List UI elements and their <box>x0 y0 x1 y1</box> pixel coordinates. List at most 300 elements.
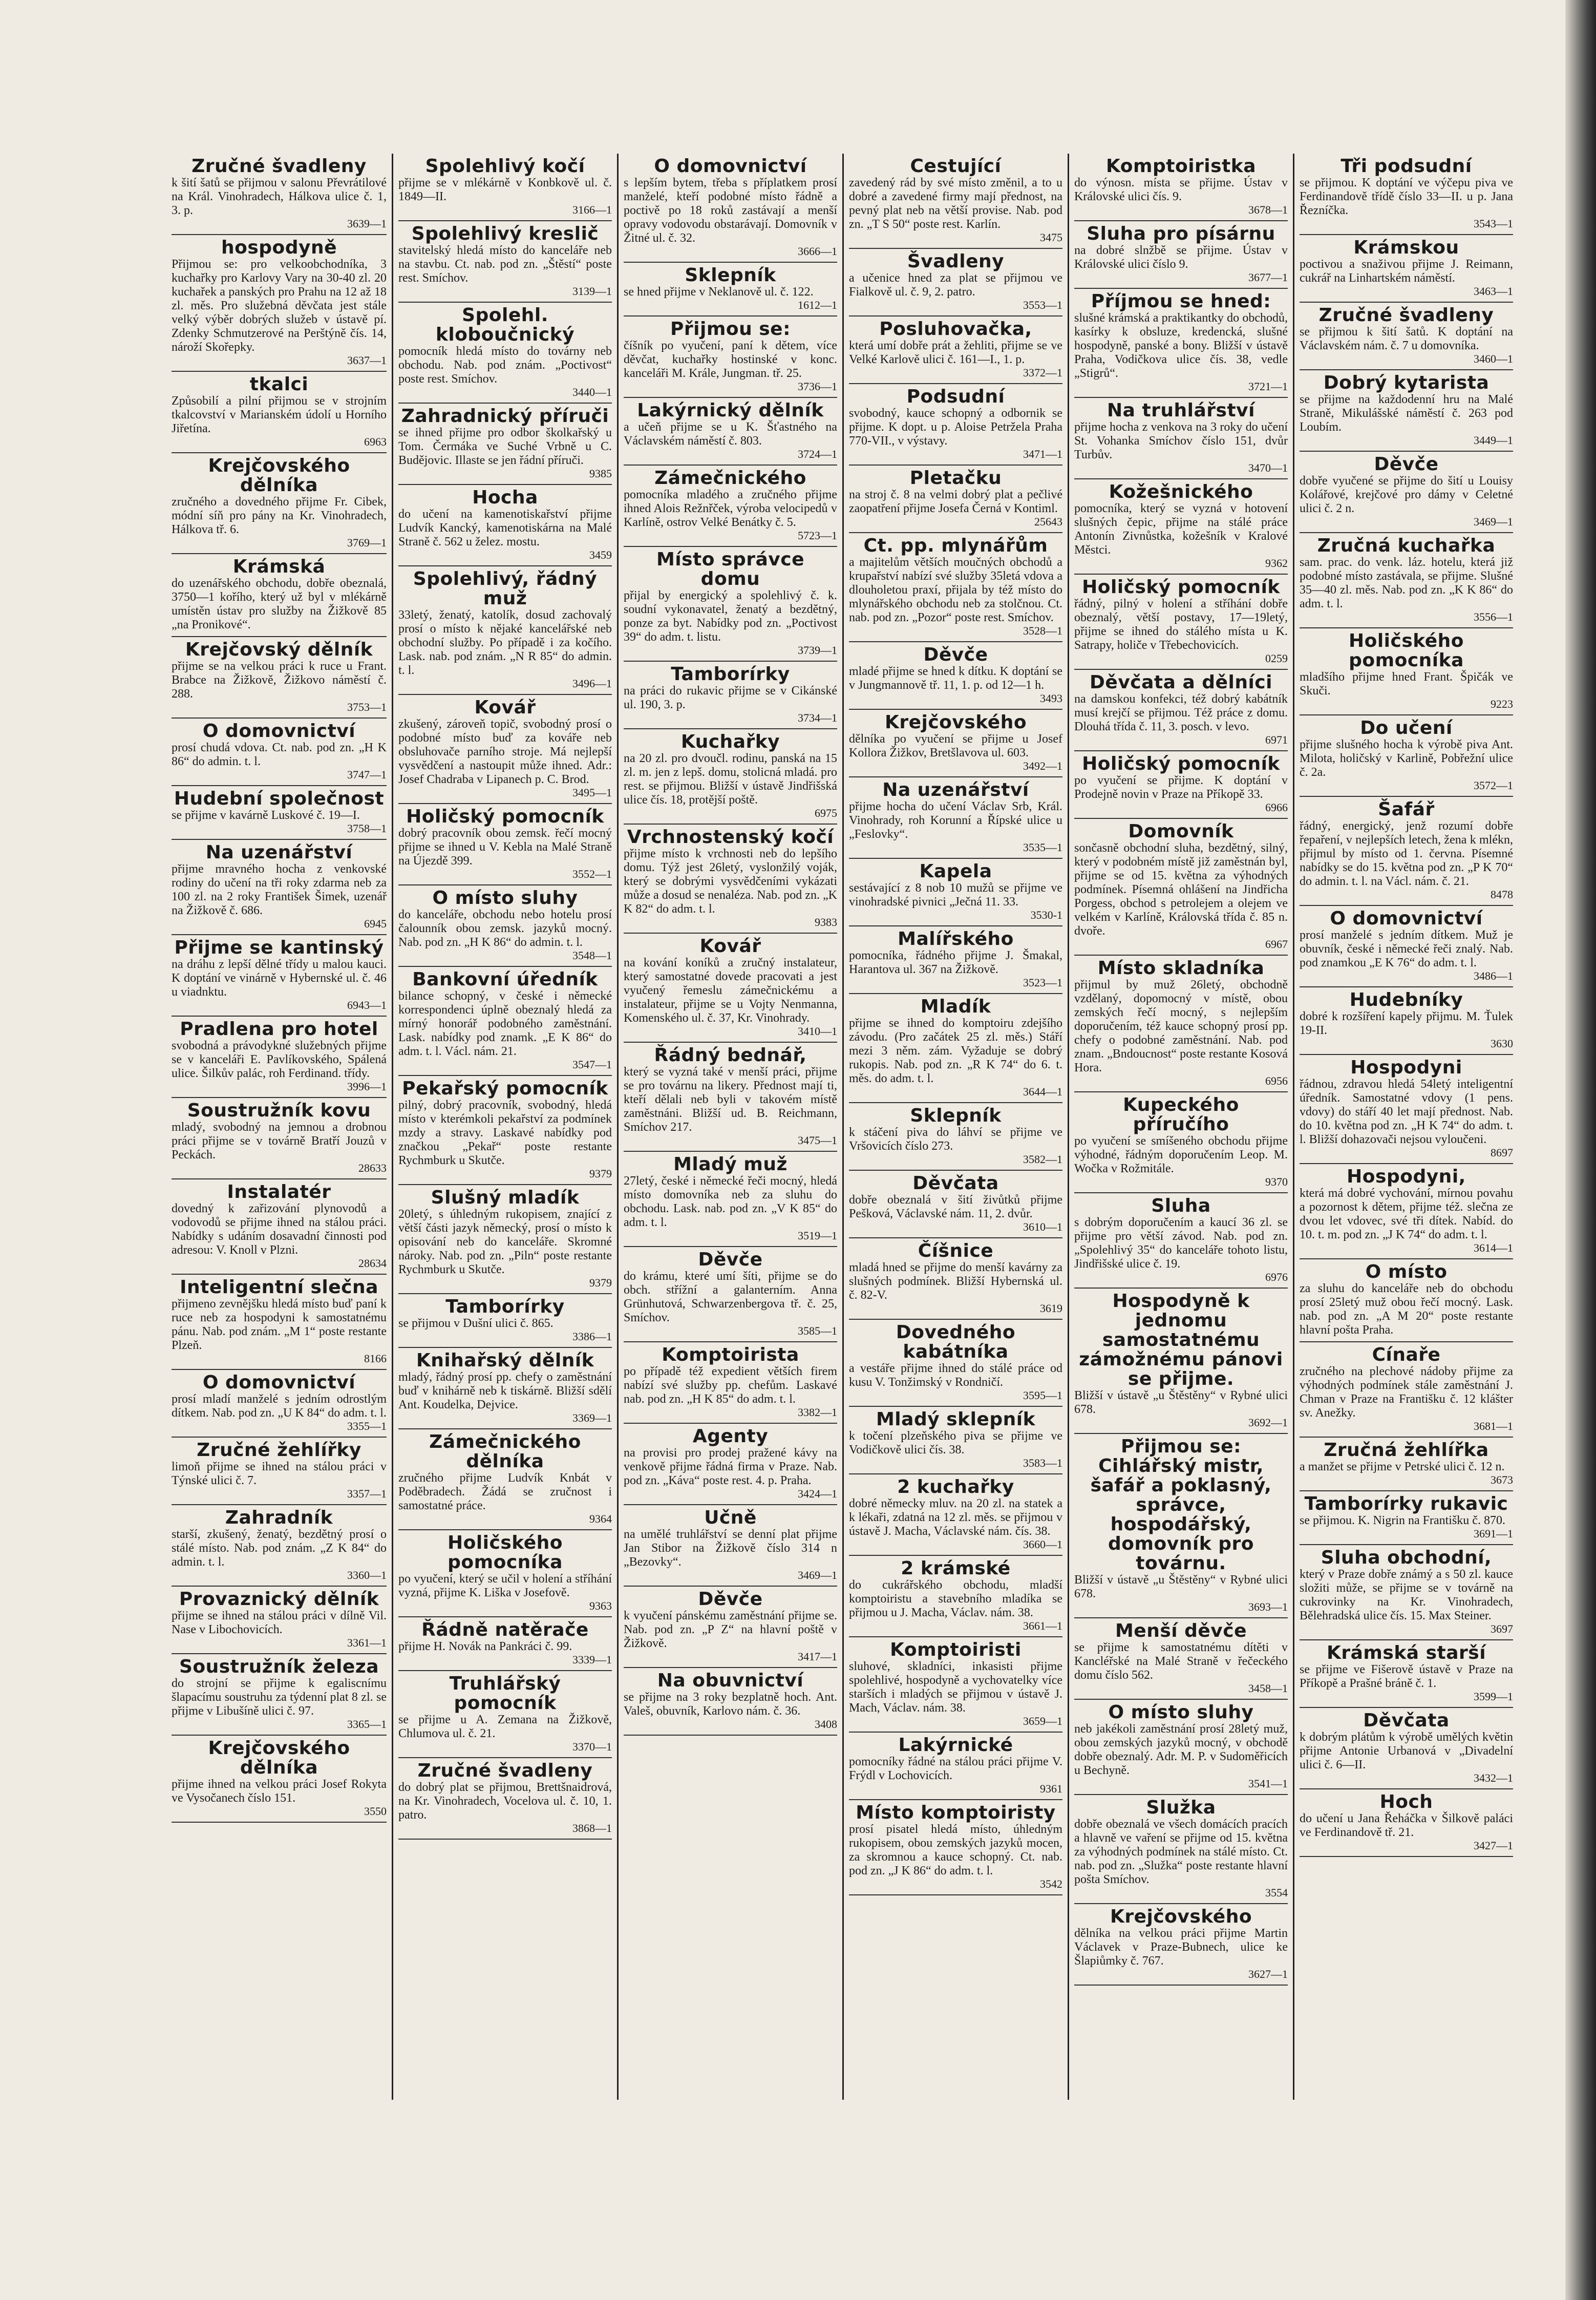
ad-heading: Kupeckého příručího <box>1123 1094 1239 1135</box>
ad-column <box>1293 154 1518 2100</box>
ad-text: a manžet se přijme v Petrské ulici č. 12 n. <box>1300 1460 1505 1473</box>
ad-text: se přijmou. K doptání ve výčepu piva ve Ferdinandově třídě číslo 33—II. u p. Jana Řezníčka. <box>1300 176 1513 217</box>
ad-heading: Krejčovského <box>1110 1906 1252 1927</box>
ad-text: pomocník hledá místo do továrny neb obchodu. Nab. pod znám. „Poctivost“ poste rest. Smíchov. <box>398 345 612 386</box>
classified-ad <box>1300 1789 1513 1857</box>
ad-reference-number: 3681—1 <box>1474 1420 1513 1432</box>
classified-ad <box>849 249 1062 316</box>
ad-heading: Číšnice <box>918 1240 994 1261</box>
ad-text: přijme se ihned na stálou práci v dílně Vil. Nase v Libochovicích. <box>172 1609 387 1636</box>
ad-text: s dobrým doporučením a kaucí 36 zl. se přijme pro větší závod. Nab. pod zn. „Spolehlivý 35“ do kanceláře tohoto listu, Jindřišské ulice č. 19. <box>1074 1216 1288 1271</box>
ad-heading: Tři podsudní <box>1340 156 1472 177</box>
ad-reference-number: 3595—1 <box>1023 1389 1062 1402</box>
ad-reference-number: 3639—1 <box>347 217 387 230</box>
ad-heading: Soustružník železa <box>179 1656 379 1677</box>
classified-ad <box>849 1407 1062 1474</box>
ad-text: 27letý, české i německé řeči mocný, hledá místo domovníka neb za sluhu do obchodu. Lask. nab. pod zn. „V K 85“ do adm. t. l. <box>624 1174 837 1229</box>
classified-ad <box>1300 370 1513 452</box>
classified-ad <box>1300 1259 1513 1342</box>
ad-reference-number: 3660—1 <box>1023 1538 1062 1551</box>
ad-text: se ihned přijme pro odbor školkařský u Tom. Čermáka ve Suché Vrbně u C. Budějovic. Illaste se jen řádní příruči. <box>398 426 612 467</box>
ad-text: do krámu, které umí šíti, přijme se do obch. střížní a galanterním. Anna Grünhutová, Schwarzenbergova tř. č. 25, Smíchov. <box>624 1270 837 1324</box>
ad-heading: Děvče <box>698 1589 763 1610</box>
ad-reference-number: 3996—1 <box>347 1080 387 1093</box>
ad-reference-number: 3523—1 <box>1023 976 1062 989</box>
ad-reference-number: 9370 <box>1265 1175 1288 1188</box>
ad-reference-number: 9379 <box>589 1276 612 1289</box>
ad-text: a vestáře přijme ihned do stálé práce od kusu V. Tonžimský v Rondničí. <box>849 1362 1062 1389</box>
ad-text: prosí chudá vdova. Ct. nab. pod zn. „H K 86“ do admin. t. l. <box>172 741 387 768</box>
ad-text: dělníka na velkou práci přijme Martin Václavek v Praze-Bubnech, ulice ke Šlapiůmky č. 767. <box>1074 1927 1288 1968</box>
classified-ad <box>172 1587 387 1654</box>
ad-text: se hned přijme v Neklanově ul. č. 122. <box>624 285 814 299</box>
classified-ad <box>172 372 387 453</box>
classified-ad <box>172 637 387 719</box>
ad-reference-number: 3166—1 <box>572 203 612 216</box>
ad-reference-number: 25643 <box>1034 515 1062 528</box>
ad-reference-number: 3493 <box>1040 692 1062 705</box>
ad-text: přijme se ihned do komptoiru zdejšího závodu. (Pro začátek 25 zl. měs.) Stáří mezi 3 něm. zám. Vyžaduje se dobrý rukopis. Nab. pod zn. „R K 74“ do 6. t. měs. do adm. t. l. <box>849 1017 1062 1085</box>
classified-ad <box>624 263 837 316</box>
ad-reference-number: 8478 <box>1491 888 1513 901</box>
ad-text: 20letý, s úhledným rukopisem, znající z větší části jazyk německý, prosí o místo k opisování neb do kanceláře. Skromné nároky. Nab. pod zn. „Piln“ poste restante Rychmburk u Skutče. <box>398 1208 612 1276</box>
ad-heading: Děvče <box>1374 454 1439 475</box>
ad-text: k vyučení pánskému zaměstnání přijme se. Nab. pod zn. „P Z“ na hlavní poště v Žižkově. <box>624 1609 837 1650</box>
ad-reference-number: 3470—1 <box>1248 461 1288 474</box>
ad-reference-number: 3475—1 <box>798 1134 837 1147</box>
ad-text: dobrý pracovník obou zemsk. řečí mocný přijme se ihned u V. Kebla na Malé Straně na Újezdě 399. <box>398 827 612 868</box>
classified-ad <box>398 485 612 566</box>
ad-heading: Tamborírky rukavic <box>1304 1493 1508 1514</box>
classified-ad <box>398 154 612 221</box>
ad-heading: Domovník <box>1128 821 1234 842</box>
ad-text: prosí manželé s jedním dítkem. Muž je obuvník, české i německé řeči znalý. Nab. pod znamkou „E K 76“ do adm. t. l. <box>1300 929 1513 969</box>
ad-heading: Pletačku <box>909 468 1002 489</box>
ad-heading: Mladý sklepník <box>876 1409 1036 1430</box>
classified-ad <box>172 1370 387 1438</box>
ad-heading: Holičského pomocníka <box>447 1532 563 1573</box>
ad-reference-number: 3619 <box>1040 1302 1062 1315</box>
ad-heading: Sluha <box>1151 1195 1211 1216</box>
ad-reference-number: 3550 <box>364 1805 387 1818</box>
ad-heading: Šafář <box>1378 799 1435 820</box>
ad-text: který v Praze dobře známý a s 50 zl. kauce složiti může, se přijme se v továrně na cukrovinky na Kr. Vinohradech, Bělehradská ulice čís. 15. Max Steiner. <box>1300 1568 1513 1622</box>
ad-heading: Hudební společnost <box>174 788 385 809</box>
ad-reference-number: 3357—1 <box>347 1487 387 1500</box>
ad-text: svobodná a právodykné služebných přijme se v kanceláři E. Pavlíkovského, Spálená ulice. Šilkův palác, roh Ferdinand. třídy. <box>172 1039 387 1080</box>
classified-ad <box>1074 221 1288 289</box>
ad-reference-number: 3739—1 <box>798 644 837 657</box>
ad-text: dobře vyučené se přijme do šití u Louisy Kolářové, krejčové pro dámy v Celetné ulici č. 2 n. <box>1300 474 1513 515</box>
ad-text: s lepším bytem, třeba s příplatkem prosí manželé, kteří podobné místo řádně a poctivě po 18 roků zastávají a menší opravy vodovodu obstarávají. Domovník v Žitné ul. č. 32. <box>624 176 837 245</box>
classified-ad <box>849 384 1062 466</box>
ad-reference-number: 3386—1 <box>572 1330 612 1343</box>
ad-reference-number: 6975 <box>815 807 837 819</box>
ad-text: zručného a dovedného přijme Fr. Cibek, módní síň pro pány na Kr. Vinohradech, Hálkova tř. 6. <box>172 495 387 536</box>
classified-ad <box>172 1098 387 1179</box>
ad-text: do učení na kamenotiskařství přijme Ludvík Kancký, kamenotiskárna na Malé Straně č. 562 u želez. mostu. <box>398 508 612 548</box>
ad-reference-number: 3530-1 <box>1030 909 1062 921</box>
ad-reference-number: 6943—1 <box>347 999 387 1011</box>
ad-reference-number: 3734—1 <box>798 711 837 724</box>
ad-heading: Komptoirista <box>662 1344 799 1365</box>
classified-ad <box>849 316 1062 384</box>
classified-ad <box>1074 1434 1288 1618</box>
ad-heading: Cestující <box>910 156 1002 177</box>
ad-reference-number: 9361 <box>1040 1782 1062 1795</box>
ad-reference-number: 9379 <box>589 1167 612 1180</box>
ad-reference-number: 9223 <box>1491 698 1513 710</box>
ad-heading: Pekařský pomocník <box>402 1078 608 1099</box>
classified-ad <box>398 1429 612 1530</box>
classified-ad <box>172 1736 387 1823</box>
ad-reference-number: 9385 <box>589 467 612 480</box>
classified-ad <box>1074 154 1288 221</box>
ad-text: bilance schopný, v české i německé korrespondenci úplně obeznalý hledá za mírný honorář podobného zaměstnání. Lask. nabídky pod znamk. „E K 86“ do adm. t. l. Václ. nám. 21. <box>398 989 612 1058</box>
ad-text: k točení plzeňského piva se přijme ve Vodičkově ulici čís. 38. <box>849 1429 1062 1457</box>
ad-heading: Hoch <box>1379 1791 1433 1812</box>
classified-ad <box>1300 1342 1513 1438</box>
ad-reference-number: 3495—1 <box>572 786 612 799</box>
classified-ad <box>849 1556 1062 1637</box>
ad-heading: Tamborírky <box>445 1296 565 1317</box>
classified-ad <box>1300 235 1513 303</box>
ad-heading: Knihařský dělník <box>416 1350 594 1371</box>
classified-ad <box>1300 906 1513 987</box>
ad-reference-number: 3459 <box>589 548 612 561</box>
ad-reference-number: 3410—1 <box>798 1025 837 1038</box>
ad-heading: Lakýrnický dělník <box>637 400 824 421</box>
classified-ad <box>1074 1193 1288 1289</box>
ad-text: přijme se na velkou práci k ruce u Frant. Brabce na Žižkově, Žižkovo náměstí č. 288. <box>172 660 387 701</box>
ad-heading: Truhlářský pomocník <box>449 1673 561 1714</box>
classified-ad <box>398 1617 612 1671</box>
ad-reference-number: 3460—1 <box>1474 352 1513 365</box>
classified-ad <box>1300 1545 1513 1640</box>
ad-text: mladé přijme se hned k dítku. K doptání se v Jungmannově tř. 11, 1. p. od 12—1 h. <box>849 665 1062 692</box>
ad-text: po vyučení se smíšeného obchodu přijme výhodné, řádným doporučením Leop. M. Wočka v Rožmitále. <box>1074 1134 1288 1175</box>
ad-text: sluhové, skladníci, inkasisti přijme spolehlivé, hospodyně a vychovatelky více starších i mladých se přijmou v ústavě J. Mach, Václav. nám. 38. <box>849 1660 1062 1715</box>
ad-text: přijmeno zevnějšku hledá místo buď paní k ruce neb za hospodyni k samostatnému pánu. Nab. pod znám. „M 1“ poste restante Plzeň. <box>172 1297 387 1352</box>
classified-ad <box>849 1103 1062 1171</box>
ad-heading: Přijmou se: Cihlářský mistr, šafář a poklasný, správce, hospodářský, domovník pro továrnu. <box>1090 1436 1272 1574</box>
ad-text: zavedený rád by své místo změnil, a to u dobré a zavedené firmy mají přednost, na pevný plat neb na větší provise. Nab. pod zn. „T S 50“ poste rest. Karlín. <box>849 176 1062 231</box>
ad-text: zkušený, zároveň topič, svobodný prosí o podobné místo buď za kováře neb obsluhovače parního stroje. Má nejlepší vysvědčení a nastoupit může ihned. Adr.: Josef Chadraba v Lipanech p. C. Brod. <box>398 718 612 786</box>
ad-reference-number: 3139—1 <box>572 285 612 298</box>
ad-reference-number: 3370—1 <box>572 1740 612 1753</box>
ad-heading: O místo sluhy <box>432 888 578 909</box>
ad-text: dobře obeznalá ve všech domácích pracích a hlavně ve vaření se přijme od 15. května za výhodných podmínek na stálé místo. Ct. nab. pod zn. „Služka“ poste restante hlavní pošta Smíchov. <box>1074 1818 1288 1886</box>
ad-text: se přijmou. K. Nigrin na Františku č. 870. <box>1300 1514 1505 1527</box>
ad-text: dovedný k zařizování plynovodů a vodovodů se přijme ihned na stálou práci. Nabídky s udáním dosavadní činnosti pod adresou: V. Knoll v Plzni. <box>172 1202 387 1257</box>
ad-heading: Agenty <box>692 1426 769 1447</box>
ad-heading: Instalatér <box>227 1181 331 1202</box>
ad-reference-number: 3697 <box>1491 1622 1513 1635</box>
ad-reference-number: 3659—1 <box>1023 1715 1062 1727</box>
classified-ad <box>849 154 1062 249</box>
ad-heading: Mladík <box>920 996 991 1017</box>
classified-ad <box>1074 956 1288 1092</box>
ad-heading: Soustružník kovu <box>187 1100 371 1121</box>
ad-reference-number: 9383 <box>815 916 837 929</box>
ad-text: po vyučení se přijme. K doptání v Prodejně novin v Praze na Příkopě 33. <box>1074 774 1288 801</box>
ad-reference-number: 3463—1 <box>1474 285 1513 298</box>
ad-heading: Lakýrnické <box>898 1735 1013 1756</box>
ad-reference-number: 3365—1 <box>347 1718 387 1731</box>
ad-text: se přijme k samostatnému dítěti v Kancléřské na Malé Straně v řečeckého domu číslo 562. <box>1074 1641 1288 1682</box>
ad-reference-number: 6963 <box>364 435 387 448</box>
ad-reference-number: 3627—1 <box>1248 1968 1288 1980</box>
ad-heading: Komptoiristka <box>1105 156 1257 177</box>
ad-heading: Krejčovského dělníka <box>208 455 350 496</box>
ad-text: mladšího přijme hned Frant. Špičák ve Skuči. <box>1300 670 1513 698</box>
ad-reference-number: 6956 <box>1265 1074 1288 1087</box>
ad-reference-number: 3554 <box>1265 1886 1288 1899</box>
classified-ad <box>172 935 387 1017</box>
ad-text: na kování koníků a zručný instalateur, který samostatné dovede pracovati a jest vyučený řemeslu zámečnickému a instalateur, přijme se u Vojty Nenmanna, Komenského ul. č. 37, Kr. Vinohrady. <box>624 956 837 1025</box>
ad-text: po vyučení, který se učil v holení a stříhání vyzná, přijme K. Liška v Josefově. <box>398 1572 612 1599</box>
ad-text: na umělé truhlářství se denní plat přijme Jan Stibor na Žižkově číslo 314 n „Bezovky“. <box>624 1528 837 1569</box>
ad-heading: Do učení <box>1360 718 1453 738</box>
ad-text: do cukrářského obchodu, mladší komptoiristu a stavebního mladíka se přijmou u J. Macha, Václav. nám. 38. <box>849 1578 1062 1619</box>
ad-reference-number: 3535—1 <box>1023 841 1062 854</box>
ad-heading: Spolehl. kloboučnický <box>435 305 575 345</box>
ad-text: Bližší v ústavě „u Štěstěny“ v Rybné ulici 678. <box>1074 1389 1288 1416</box>
classified-ad <box>398 566 612 695</box>
ad-heading: Hospodyně k jednomu samostatnému zámožnému pánovi se přijme. <box>1079 1291 1283 1389</box>
classified-ad <box>172 1438 387 1505</box>
ad-text: řádný, pilný v holení a stříhání dobře obeznalý, větší postavy, 17—19letý, přijme se ihned do stálého místa u K. Satrapy, holiče v Třebechovicích. <box>1074 597 1288 652</box>
classified-ad <box>398 221 612 303</box>
ad-heading: O domovnictví <box>654 156 807 177</box>
ad-heading: Cínaře <box>1372 1344 1441 1365</box>
ad-heading: Holičského pomocníka <box>1348 630 1464 671</box>
classified-ad <box>849 642 1062 710</box>
ad-text: pomocníka mladého a zručného přijme ihned Alois Režnřček, výroba velocipedů v Karlíně, ostrov Velké Benátky č. 5. <box>624 488 837 529</box>
classified-ad <box>1074 1904 1288 1986</box>
ad-text: do dobrý plat se přijmou, Brettšnaidrová, na Kr. Vinohradech, Vocelova ul. č. 10, 1. patro. <box>398 1781 612 1822</box>
ad-reference-number: 6967 <box>1265 938 1288 951</box>
ad-heading: O místo sluhy <box>1108 1702 1254 1723</box>
ad-text: dobře obeznalá v šití živůtků přijme Pešková, Václavské nám. 11, 2. dvůr. <box>849 1193 1062 1220</box>
ad-reference-number: 3678—1 <box>1248 203 1288 216</box>
ad-text: přijme mravného hocha z venkovské rodiny do učení na tři roky zdarma neb za 100 zl. na 2 roky František Šimek, uzenář na Žižkově č. 686. <box>172 862 387 917</box>
classified-ad <box>624 154 837 263</box>
ad-text: na provisi pro prodej pražené kávy na venkově přijme řádná firma v Praze. Nab. pod zn. „Káva“ poste rest. 4. p. Praha. <box>624 1446 837 1487</box>
ad-reference-number: 3769—1 <box>347 536 387 549</box>
ad-heading: Inteligentní slečna <box>180 1277 378 1298</box>
ad-reference-number: 3753—1 <box>347 701 387 713</box>
ad-reference-number: 3382—1 <box>798 1406 837 1419</box>
classified-ad <box>1074 1618 1288 1700</box>
ad-reference-number: 3736—1 <box>798 380 837 393</box>
ad-heading: O domovnictví <box>1330 908 1483 929</box>
ad-text: který se vyzná také v menší práci, přijme se pro továrnu na likery. Přednost mají ti, kteří dělali neb byli v takovém místě zaměstnáni. Bližší ud. B. Reichmann, Smíchov 217. <box>624 1065 837 1134</box>
ad-text: přijme slušného hocha k výrobě piva Ant. Milota, holičský v Karlině, Pobřežní ulice č. 2a. <box>1300 738 1513 779</box>
ad-reference-number: 3747—1 <box>347 768 387 781</box>
ad-heading: Dovedného kabátníka <box>896 1322 1016 1362</box>
classified-ad <box>398 1185 612 1294</box>
ad-heading: O domovnictví <box>202 721 356 742</box>
ad-heading: Menší děvče <box>1115 1620 1247 1641</box>
ad-text: přijme hocha do učení Václav Srb, Král. Vinohrady, roh Korunní a Řípské ulice u „Feslovky“. <box>849 800 1062 841</box>
ad-text: zručného na plechové nádoby přijme za výhodných podmínek stále zaměstnání J. Chman v Praze na Františku č. 12 klášter sv. Anežky. <box>1300 1365 1513 1420</box>
ad-text: po případě též expedient větších firem nabízí své služby pp. chefům. Laskavé nab. pod zn. „H K 85“ do adm. t. l. <box>624 1365 837 1406</box>
classified-ad <box>1074 670 1288 751</box>
ad-reference-number: 3582—1 <box>1023 1153 1062 1166</box>
ad-text: přijal by energický a spolehlivý č. k. soudní vykonavatel, ženatý a bezdětný, ponze za byt. Nabídky pod zn. „Poctivost 39“ do adm. t. listu. <box>624 589 837 644</box>
classified-ad <box>398 404 612 485</box>
classified-ad <box>398 1758 612 1840</box>
ad-heading: O domovnictví <box>202 1372 356 1393</box>
ad-reference-number: 9362 <box>1265 557 1288 569</box>
classified-ad <box>849 777 1062 859</box>
classified-ad <box>172 1275 387 1370</box>
ad-reference-number: 28634 <box>358 1257 387 1270</box>
ad-text: mladý, řádný prosí pp. chefy o zaměstnání buď v knihárně neb k tiskárně. Bližší sdělí Ant. Koudelka, Dejvice. <box>398 1370 612 1411</box>
classified-ad <box>1300 1708 1513 1789</box>
ad-reference-number: 3666—1 <box>798 245 837 258</box>
ad-heading: Sklepník <box>685 265 776 286</box>
classified-ad <box>1074 819 1288 956</box>
ad-reference-number: 3372—1 <box>1023 366 1062 379</box>
ad-heading: Krámskou <box>1353 237 1459 258</box>
ad-reference-number: 3585—1 <box>798 1324 837 1337</box>
ad-reference-number: 3492—1 <box>1023 759 1062 772</box>
ad-heading: Příjmou se hned: <box>1091 291 1271 312</box>
ad-reference-number: 3673 <box>1491 1473 1513 1486</box>
classified-ad <box>849 710 1062 777</box>
ad-text: zručného přijme Ludvík Knbát v Poděbradech. Žádá se zručnost i samostatné práce. <box>398 1471 612 1512</box>
ad-text: přijme H. Novák na Pankráci č. 99. <box>398 1640 572 1653</box>
ad-text: za sluhu do kanceláře neb do obchodu prosí 25letý muž obou řečí mocný. Lask. nab. pod zn. „A M 20“ poste restante hlavní pošta Praha. <box>1300 1282 1513 1337</box>
classified-ad <box>849 1800 1062 1895</box>
ad-text: a majitelům větších moučných obchodů a krupařství nabízí své služby 35letá vdova a dlouholetou praxí, přijala by též místo do mlynářského obchodu neb za stolčnou. Ct. nab. pod zn. „Pozor“ poste rest. Smíchov. <box>849 556 1062 624</box>
ad-text: na dobré slnžbě se přijme. Ústav v Královské ulici číslo 9. <box>1074 244 1288 271</box>
ad-heading: Krámská <box>232 556 326 577</box>
ad-reference-number: 6966 <box>1265 801 1288 814</box>
classified-ad <box>624 1247 837 1342</box>
ad-reference-number: 0259 <box>1265 652 1288 665</box>
classified-ad <box>172 554 387 637</box>
ad-heading: Přijme se kantinský <box>174 937 384 958</box>
ad-reference-number: 3496—1 <box>572 677 612 690</box>
ad-heading: Sluha pro písárnu <box>1087 223 1275 244</box>
ad-reference-number: 3519—1 <box>798 1229 837 1242</box>
ad-text: do učení u Jana Řeháčka v Šilkově paláci ve Ferdinandově tř. 21. <box>1300 1812 1513 1839</box>
ad-text: Bližší v ústavě „u Štěstěny“ v Rybné ulici 678. <box>1074 1573 1288 1600</box>
ad-heading: Zámečnického <box>654 468 806 489</box>
classified-ad <box>624 1152 837 1247</box>
ad-reference-number: 3758—1 <box>347 822 387 835</box>
classified-ad <box>172 1017 387 1098</box>
classified-ad <box>172 786 387 840</box>
ad-heading: Krámská starší <box>1326 1642 1486 1663</box>
classified-ad <box>624 547 837 662</box>
ad-text: k dobrým plátům k výrobě umělých květin přijme Antonie Urbanová v „Divadelní ulici č. 6—II. <box>1300 1731 1513 1771</box>
classified-ad <box>1074 1289 1288 1434</box>
ad-text: dobré k rozšíření kapely přijmu. M. Ťulek 19-II. <box>1300 1010 1513 1037</box>
classified-ad <box>1074 1700 1288 1795</box>
classified-ad <box>849 533 1062 642</box>
classified-ad <box>172 1179 387 1275</box>
ad-reference-number: 3644—1 <box>1023 1085 1062 1098</box>
ad-reference-number: 3548—1 <box>572 949 612 962</box>
classified-ad <box>1074 1092 1288 1193</box>
ad-text: do kanceláře, obchodu nebo hotelu prosí čalounník obou zemsk. jazyků mocný. Nab. pod zn. „H K 86“ do admin. t. l. <box>398 908 612 949</box>
ad-reference-number: 9364 <box>589 1512 612 1525</box>
ad-heading: Bankovní úředník <box>412 969 598 990</box>
ad-reference-number: 3361—1 <box>347 1636 387 1649</box>
page-edge-shadow <box>1565 0 1596 2300</box>
classified-ad <box>1074 1795 1288 1904</box>
ad-heading: Mladý muž <box>673 1154 788 1175</box>
ad-heading: hospodyně <box>221 237 337 258</box>
ad-text: 33letý, ženatý, katolík, dosud zachovalý prosí o místo k nějaké kancelářské neb obchodní služby. Po případě i za kočího. Lask. nab. pod znám. „N R 85“ do admin. t. l. <box>398 608 612 677</box>
ad-text: přijmul by muž 26letý, obchodně vzdělaný, dopomocný v místě, obou zemských řečí mocný, s nejlepším doporučením, též kauce schopný prosí pp. chefy o podobné zaměstnání. Nab. pod znam. „Bndoucnost“ poste restante Kosová Hora. <box>1074 978 1288 1074</box>
ad-heading: Zručná kuchařka <box>1317 535 1496 556</box>
ad-heading: tkalci <box>249 374 309 395</box>
classified-ad <box>624 1505 837 1587</box>
ad-heading: Hudebníky <box>1349 989 1463 1010</box>
ad-reference-number: 3661—1 <box>1023 1619 1062 1632</box>
ad-column <box>617 154 842 2100</box>
ad-reference-number: 8697 <box>1491 1146 1513 1159</box>
ad-text: stavitelský hledá místo do kanceláře neb na stavbu. Ct. nab. pod zn. „Štěstí“ poste rest. Smíchov. <box>398 244 612 285</box>
classified-ad <box>1074 751 1288 819</box>
ad-heading: Na truhlářství <box>1106 400 1255 421</box>
classified-ad <box>624 1424 837 1505</box>
ad-reference-number: 3471—1 <box>1023 448 1062 460</box>
ad-reference-number: 3542 <box>1040 1877 1062 1890</box>
ad-heading: Hospodyni <box>1350 1057 1462 1078</box>
classified-ad <box>1300 715 1513 797</box>
classified-ad <box>398 1294 612 1348</box>
ad-text: přijme místo k vrchnosti neb do lepšího domu. Týž jest 26letý, vyslonžilý voják, který se dobrými vysvědčeními vykázati může a dosud se nenaléza. Nab. pod zn. „K K 82“ do adm. t. l. <box>624 847 837 916</box>
classified-ad <box>849 859 1062 926</box>
ad-reference-number: 3547—1 <box>572 1058 612 1071</box>
classified-ad <box>624 1342 837 1424</box>
classified-ad <box>1300 1491 1513 1545</box>
ad-text: slušné krámská a praktikantky do obchodů, kasírky k obsluze, kredencká, slušné hospodyně, panské a bony. Bližší v ústavě Praha, Vodičkova ulice čís. 38, vedle „Stigrů“. <box>1074 311 1288 380</box>
ad-heading: 2 kuchařky <box>897 1476 1014 1497</box>
ad-text: se přijmou k šití šatů. K doptání na Václavském nám. č. 7 u domovníka. <box>1300 325 1513 352</box>
ad-column <box>1068 154 1293 2100</box>
ad-column <box>842 154 1068 2100</box>
ad-text: sam. prac. do venk. láz. hotelu, která již podobné místo zastávala, se přijme. Slušné 35—40 zl. měs. Nab. pod zn. „K K 86“ do adm. t. l. <box>1300 556 1513 610</box>
ad-text: která má dobré vychování, mírnou povahu a pozornost k dětem, přijme též. slečna ze dvou let vdovec, své tři dítek. Nabíd. do 10. t. m. pod zn. „J K 74“ do adm. t. l. <box>1300 1187 1513 1241</box>
classified-ad <box>398 967 612 1076</box>
ad-text: sončasně obchodní sluha, bezdětný, silný, který v podobném místě již zaměstnán byl, přijme se od 15. května za výhodných podmínek. Písemná ohlášení na Jindřicha Porgess, obchod s petrolejem a olejem ve velkém v Karlíně, Královská třída č. 85 n. dvoře. <box>1074 841 1288 938</box>
ad-reference-number: 3339—1 <box>572 1653 612 1666</box>
ad-text: se přijme na každodenní hru na Malé Straně, Mikulášské náměstí č. 263 pod Loubím. <box>1300 393 1513 434</box>
ad-heading: Krejčovského <box>884 712 1027 733</box>
ad-reference-number: 3583—1 <box>1023 1457 1062 1469</box>
ad-heading: Učně <box>704 1507 757 1528</box>
classified-ad <box>1074 398 1288 479</box>
ad-text: se přijme v kavárně Luskové č. 19—I. <box>172 809 360 822</box>
ad-heading: Tamborírky <box>671 664 790 685</box>
ad-text: na 20 zl. pro dvoučl. rodinu, panská na 15 zl. m. jen z lepš. domu, stolicná mladá. pro rest. se přijmou. Bližší v ústavě Jindřišská ulice čís. 18, protější poště. <box>624 752 837 807</box>
ad-heading: Na uzenářství <box>882 779 1029 800</box>
ad-text: neb jakékoli zaměstnání prosí 28letý muž, obou zemských jazyků mocný, v obchodě dobře obeznalý. Adr. M. P. v Sudoměřicích u Bechyně. <box>1074 1722 1288 1777</box>
classified-ad <box>1300 1640 1513 1708</box>
ad-heading: Kožešnického <box>1109 481 1253 502</box>
classified-ad <box>172 1654 387 1736</box>
ad-reference-number: 3427—1 <box>1474 1839 1513 1852</box>
ad-heading: Zahradník <box>225 1507 333 1528</box>
classified-ad <box>1300 452 1513 533</box>
